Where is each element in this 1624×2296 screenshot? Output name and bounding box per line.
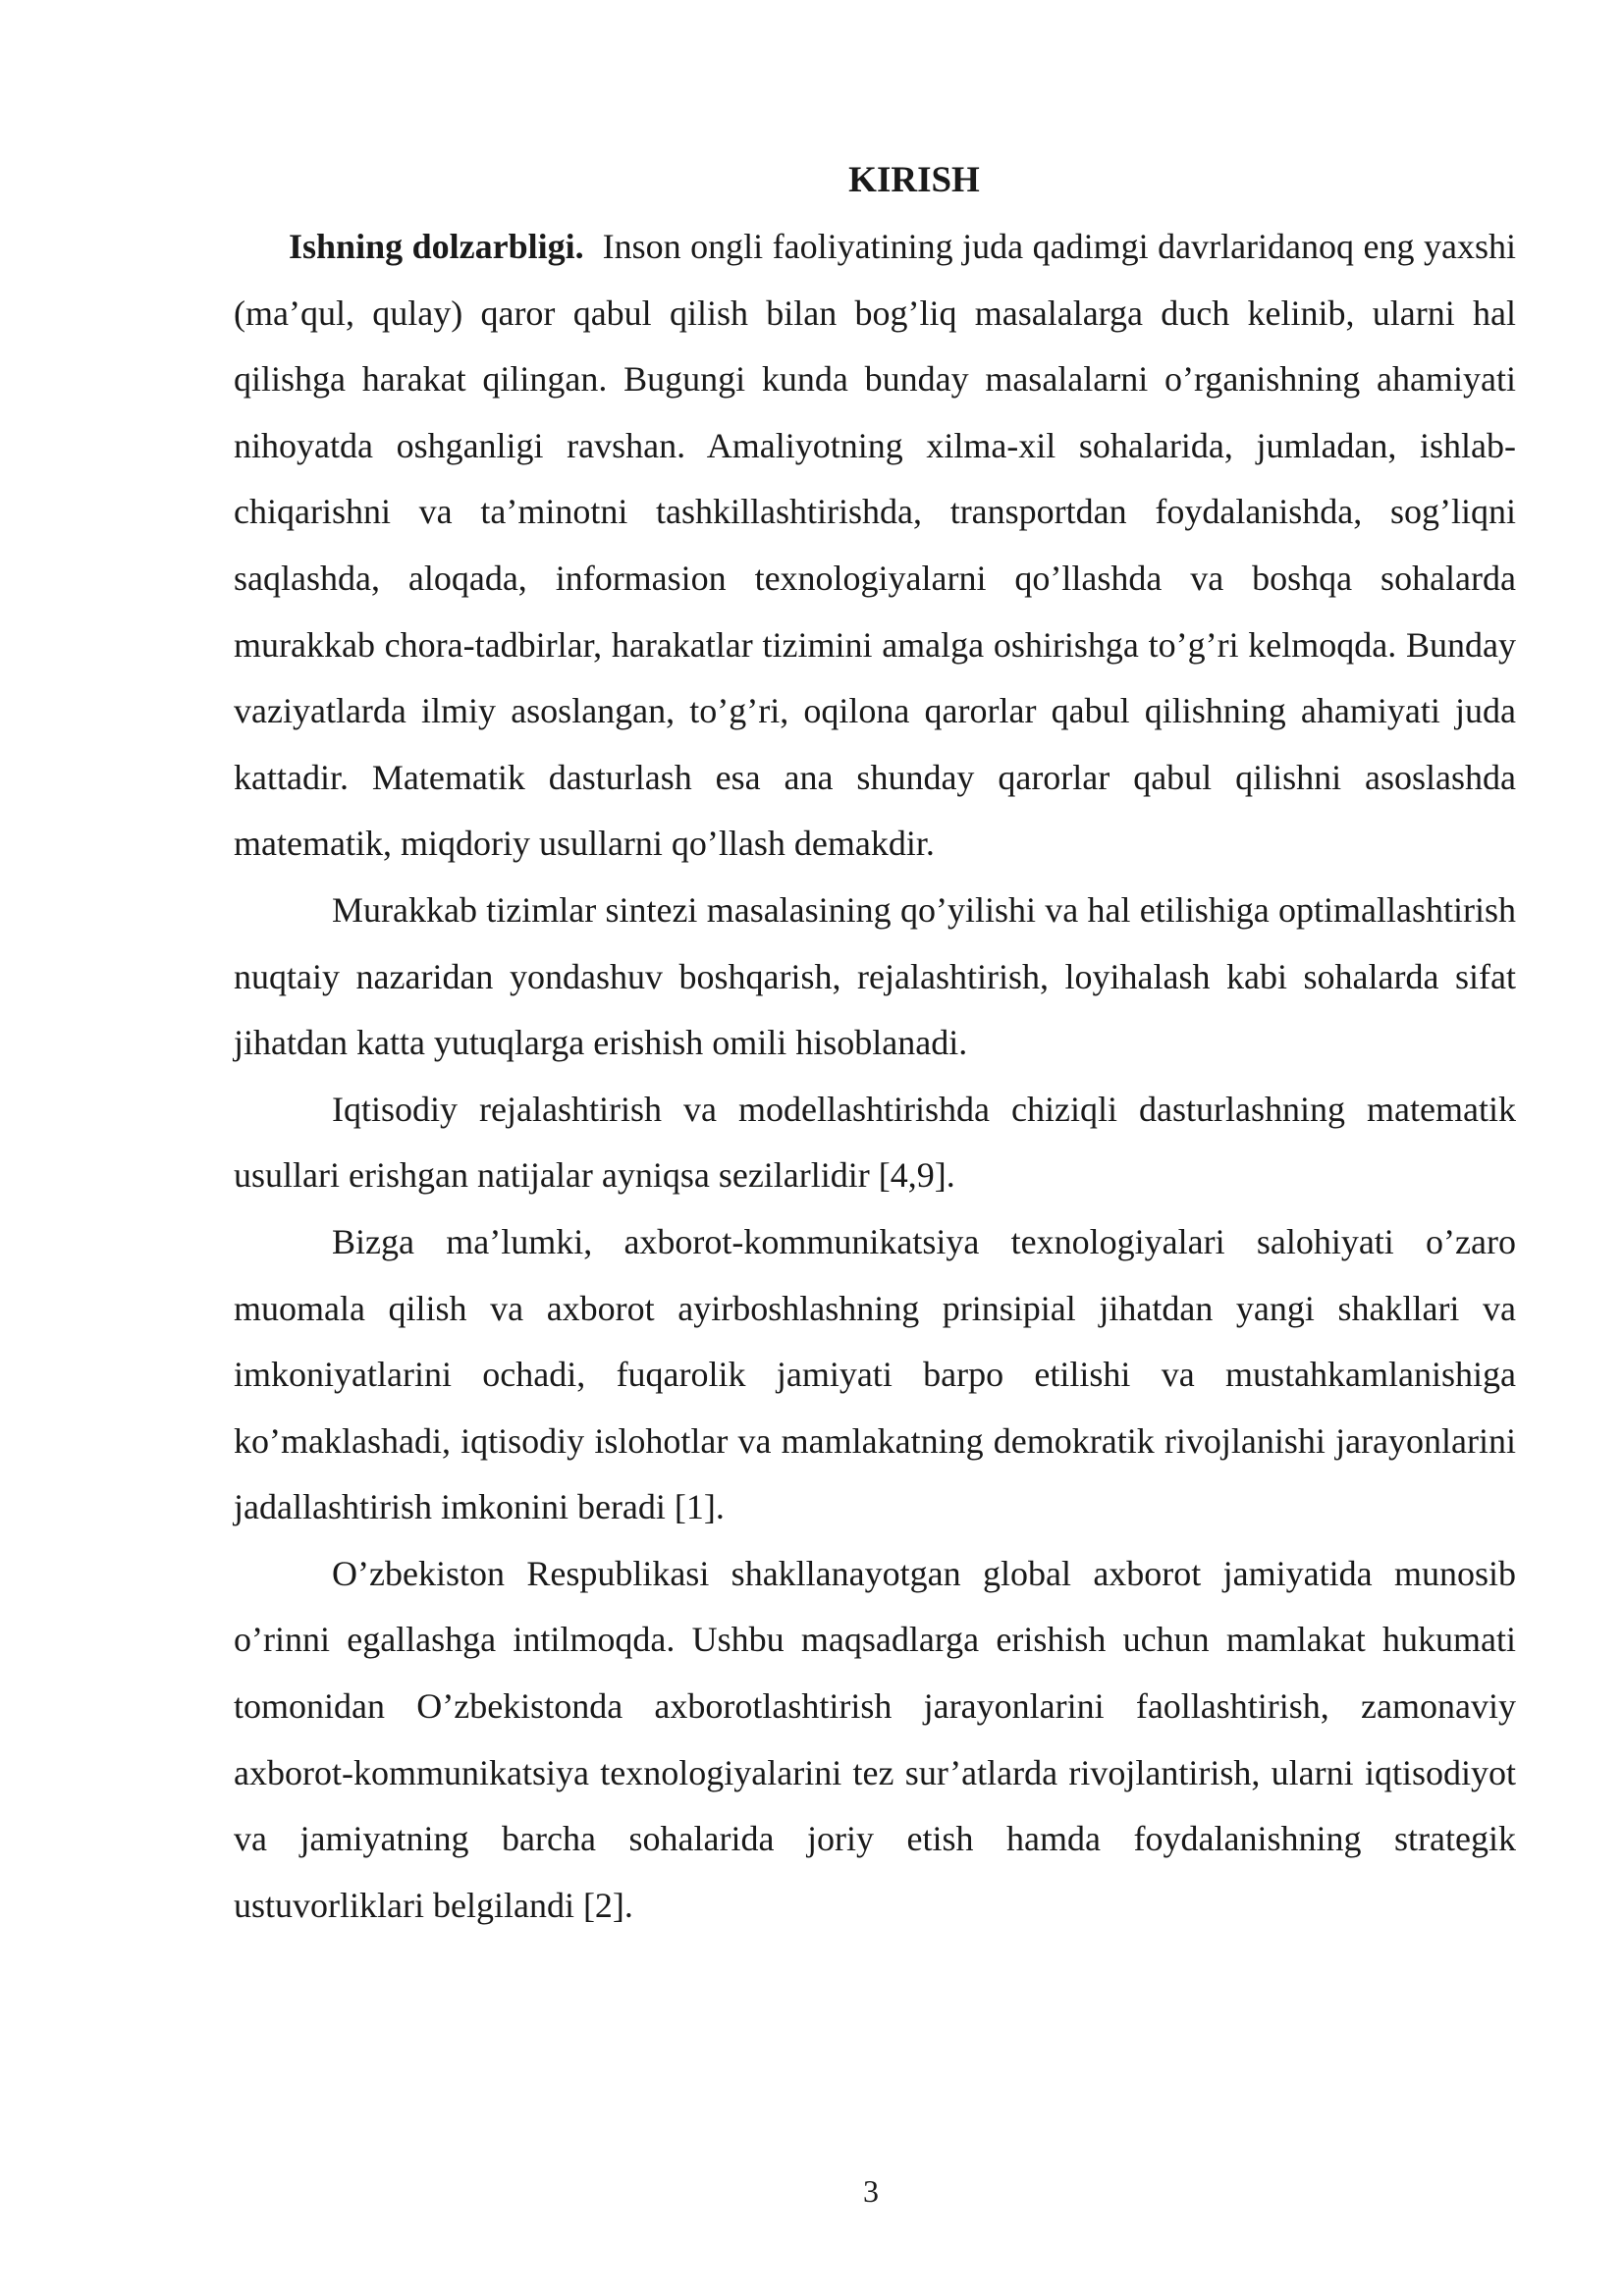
- paragraph-text: Inson ongli faoliyatining juda qadimgi davrlaridanoq eng yaxshi (ma’qul, qulay) qaror qabul qilish bilan bog’liq masalalarga duch kelinib, ularni hal qilishga harakat qilingan. Bugungi kunda bunday masalalarni o’rganishning ahamiyati nihoyatda oshganligi ravshan. Amaliyotning xilma-xil sohalarida, jumladan, ishlab-chiqarishni va ta’minotni tashkillashtirishda, transportdan foydalanishda, sog’liqni saqlashda, aloqada, informasion texnologiyalarni qo’llashda va boshqa sohalarda murakkab chora-tadbirlar, harakatlar tizimini amalga oshirishga to’g’ri kelmoqda. Bunday vaziyatlarda ilmiy asoslangan, to’g’ri, oqilona qarorlar qabul qilishning ahamiyati juda kattadir. Matematik dasturlash esa ana shunday qarorlar qabul qilishni asoslashda matematik, miqdoriy usullarni qo’llash demakdir.: [234, 227, 1517, 864]
- paragraph-economic-planning: [234, 1077, 1516, 1209]
- paragraph-relevance: [234, 214, 1516, 878]
- paragraph-text: O’zbekiston Respublikasi shakllanayotgan global axborot jamiyatida munosib o’rinni egallashga intilmoqda. Ushbu maqsadlarga erishish uchun mamlakat hukumati tomonidan O’zbekistonda axborotlashtirish jarayonlarini faollashtirish, zamonaviy axborot-kommunikatsiya texnologiyalarini tez sur’atlarda rivojlantirish, ularni iqtisodiyot va jamiyatning barcha sohalarida joriy etish hamda foydalanishning strategik ustuvorliklari belgilandi [2].: [234, 1553, 1516, 1925]
- paragraph-text: Bizga ma’lumki, axborot-kommunikatsiya texnologiyalari salohiyati o’zaro muomala qilish va axborot ayirboshlashning prinsipial jihatdan yangi shakllari va imkoniyatlarini ochadi, fuqarolik jamiyati barpo etilishi va mustahkamlanishiga ko’maklashadi, iqtisodiy islohotlar va mamlakatning demokratik rivojlanishi jarayonlarini jadallashtirish imkonini beradi [1].: [234, 1221, 1516, 1527]
- page-number: 3: [863, 2173, 879, 2209]
- paragraph-text: Murakkab tizimlar sintezi masalasining qo’yilishi va hal etilishiga optimallashtirish nuqtaiy nazaridan yondashuv boshqarish, rejalashtirish, loyihalash kabi sohalarda sifat jihatdan katta yutuqlarga erishish omili hisoblanadi.: [234, 889, 1516, 1063]
- document-page: [234, 147, 1516, 1939]
- paragraph-lead: Ishning dolzarbligi.: [289, 227, 584, 266]
- section-heading: KIRISH: [848, 160, 980, 200]
- paragraph-synthesis: [234, 878, 1516, 1077]
- paragraph-uzbekistan: [234, 1541, 1516, 1940]
- paragraph-ict: [234, 1209, 1516, 1541]
- paragraph-text: Iqtisodiy rejalashtirish va modellashtirishda chiziqli dasturlashning matematik usullari erishgan natijalar ayniqsa sezilarlidir [4,9].: [234, 1089, 1516, 1196]
